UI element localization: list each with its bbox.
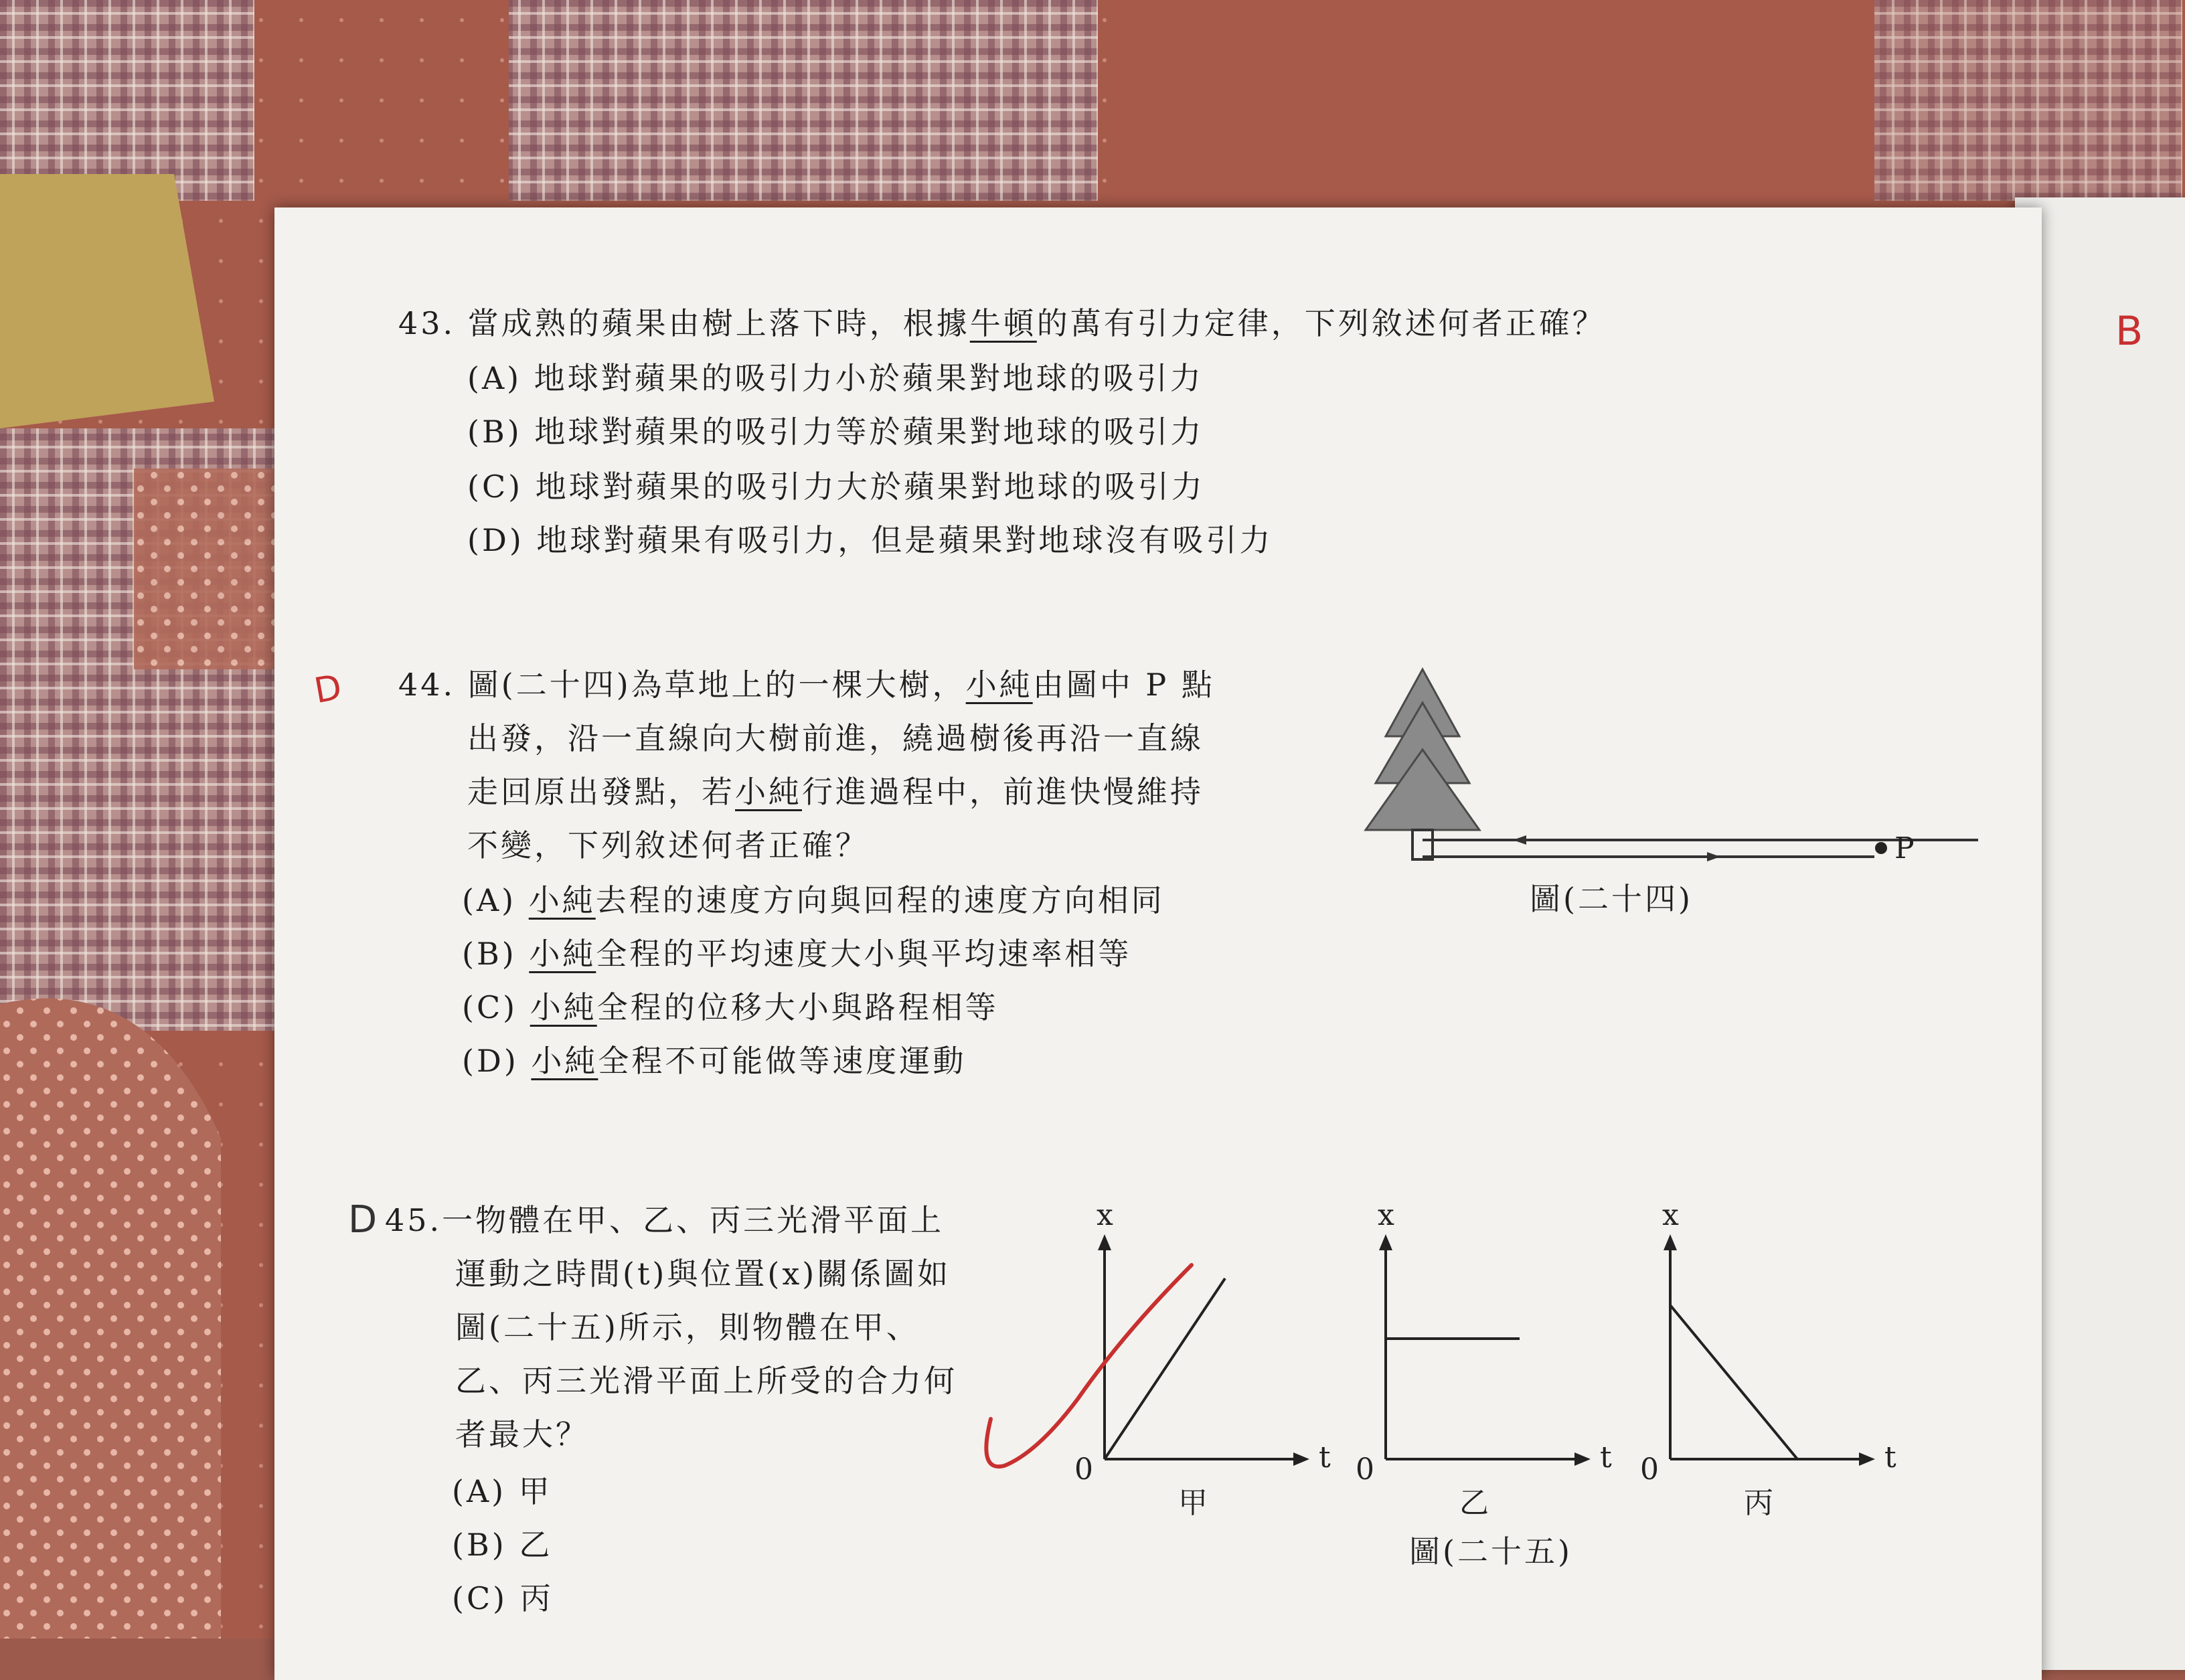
person-name: 牛頓	[969, 305, 1037, 341]
option-a	[462, 882, 1165, 918]
question-number: 44.	[398, 667, 456, 703]
tree-trunk	[1412, 830, 1433, 859]
option-letter: (B)	[462, 936, 517, 972]
t-axis-label: t	[1600, 1440, 1612, 1475]
path-lines	[1423, 840, 1874, 857]
stem-text: 走回原出發點，若	[467, 774, 735, 810]
x-axis-arrow	[1098, 1234, 1111, 1250]
option-c: (C) 地球對蘋果的吸引力大於蘋果對地球的吸引力	[467, 469, 1205, 505]
tree-icon	[1366, 669, 1479, 830]
person-name: 小純	[531, 1043, 598, 1079]
x-axis-label: x	[1662, 1198, 1679, 1232]
question-stem: 圖(二十五)所示，則物體在甲、	[455, 1309, 920, 1345]
option-text: 全程的位移大小與路程相等	[596, 989, 999, 1025]
figure-25-caption: 圖(二十五)	[1409, 1533, 1572, 1570]
panel-label: 丙	[1744, 1486, 1773, 1520]
handwritten-check-mark	[964, 1252, 1232, 1519]
arrow-left	[1513, 835, 1526, 845]
question-44	[398, 667, 1215, 703]
origin-label: 0	[1074, 1452, 1093, 1487]
option-letter: (D)	[462, 1043, 519, 1079]
question-number: 43.	[398, 305, 456, 341]
question-stem: 的萬有引力定律，下列敘述何者正確？	[1036, 305, 1606, 341]
question-stem	[467, 774, 1204, 810]
person-name: 小純	[528, 882, 596, 918]
person-name: 小純	[965, 667, 1033, 703]
question-43	[398, 305, 1606, 341]
person-name: 小純	[735, 774, 802, 810]
t-axis-arrow	[1859, 1452, 1875, 1466]
exam-page	[274, 207, 2143, 1680]
option-b: (B) 乙	[452, 1527, 553, 1563]
question-stem: 不變，下列敘述何者正確？	[467, 827, 869, 863]
x-axis-label: x	[1097, 1198, 1113, 1232]
question-stem: 運動之時間(t)與位置(x)關係圖如	[455, 1256, 951, 1292]
origin-label: 0	[1640, 1452, 1659, 1487]
figure-24	[1359, 663, 1935, 890]
option-a: (A) 地球對蘋果的吸引力小於蘋果對地球的吸引力	[467, 360, 1204, 396]
option-letter: (A)	[462, 882, 517, 918]
point-p	[1875, 842, 1887, 854]
panel-label: 甲	[1178, 1486, 1208, 1520]
question-stem: 當成熟的蘋果由樹上落下時，根據	[467, 305, 970, 341]
handwritten-answer-44: D	[311, 667, 345, 712]
option-b	[462, 936, 1132, 972]
question-stem: 出發，沿一直線向大樹前進，繞過樹後再沿一直線	[467, 720, 1204, 756]
panel-label: 乙	[1459, 1486, 1489, 1520]
option-c: (C) 丙	[452, 1580, 554, 1616]
t-axis-arrow	[1574, 1452, 1591, 1466]
question-stem: 一物體在甲、乙、丙三光滑平面上	[442, 1202, 945, 1238]
option-d	[462, 1043, 967, 1079]
question-45	[385, 1202, 945, 1238]
x-axis-arrow	[1664, 1234, 1677, 1250]
x-axis-arrow	[1379, 1234, 1392, 1250]
handwritten-answer-45: D	[348, 1198, 378, 1242]
origin-label: 0	[1356, 1452, 1374, 1487]
option-b: (B) 地球對蘋果的吸引力等於蘋果對地球的吸引力	[467, 414, 1204, 450]
stem-text: 行進過程中，前進快慢維持	[802, 774, 1204, 810]
person-name: 小純	[529, 936, 596, 972]
option-text: 全程不可能做等速度運動	[598, 1043, 967, 1079]
t-axis-label: t	[1884, 1440, 1896, 1475]
arrow-right	[1707, 852, 1720, 861]
option-d: (D) 地球對蘋果有吸引力，但是蘋果對地球沒有吸引力	[467, 522, 1273, 558]
t-axis-label: t	[1319, 1440, 1331, 1475]
option-text: 全程的平均速度大小與平均速率相等	[596, 936, 1132, 972]
option-letter: (C)	[462, 989, 518, 1025]
question-stem: 者最大？	[455, 1416, 589, 1452]
point-p-label: P	[1894, 831, 1915, 865]
option-text: 去程的速度方向與回程的速度方向相同	[595, 882, 1165, 918]
x-axis-label: x	[1378, 1198, 1394, 1232]
question-number: 45.	[385, 1202, 442, 1238]
graph-line-3	[1670, 1305, 1797, 1459]
question-stem: 圖(二十四)為草地上的一棵大樹，	[467, 667, 966, 703]
t-axis-arrow	[1293, 1452, 1309, 1466]
figure-24-caption: 圖(二十四)	[1530, 881, 1693, 917]
handwritten-answer-margin: B	[2115, 308, 2143, 355]
option-c	[462, 989, 999, 1025]
option-a: (A) 甲	[452, 1473, 552, 1509]
question-stem: 由圖中 P 點	[1032, 667, 1215, 703]
person-name: 小純	[530, 989, 597, 1025]
question-stem: 乙、丙三光滑平面上所受的合力何	[455, 1363, 957, 1399]
